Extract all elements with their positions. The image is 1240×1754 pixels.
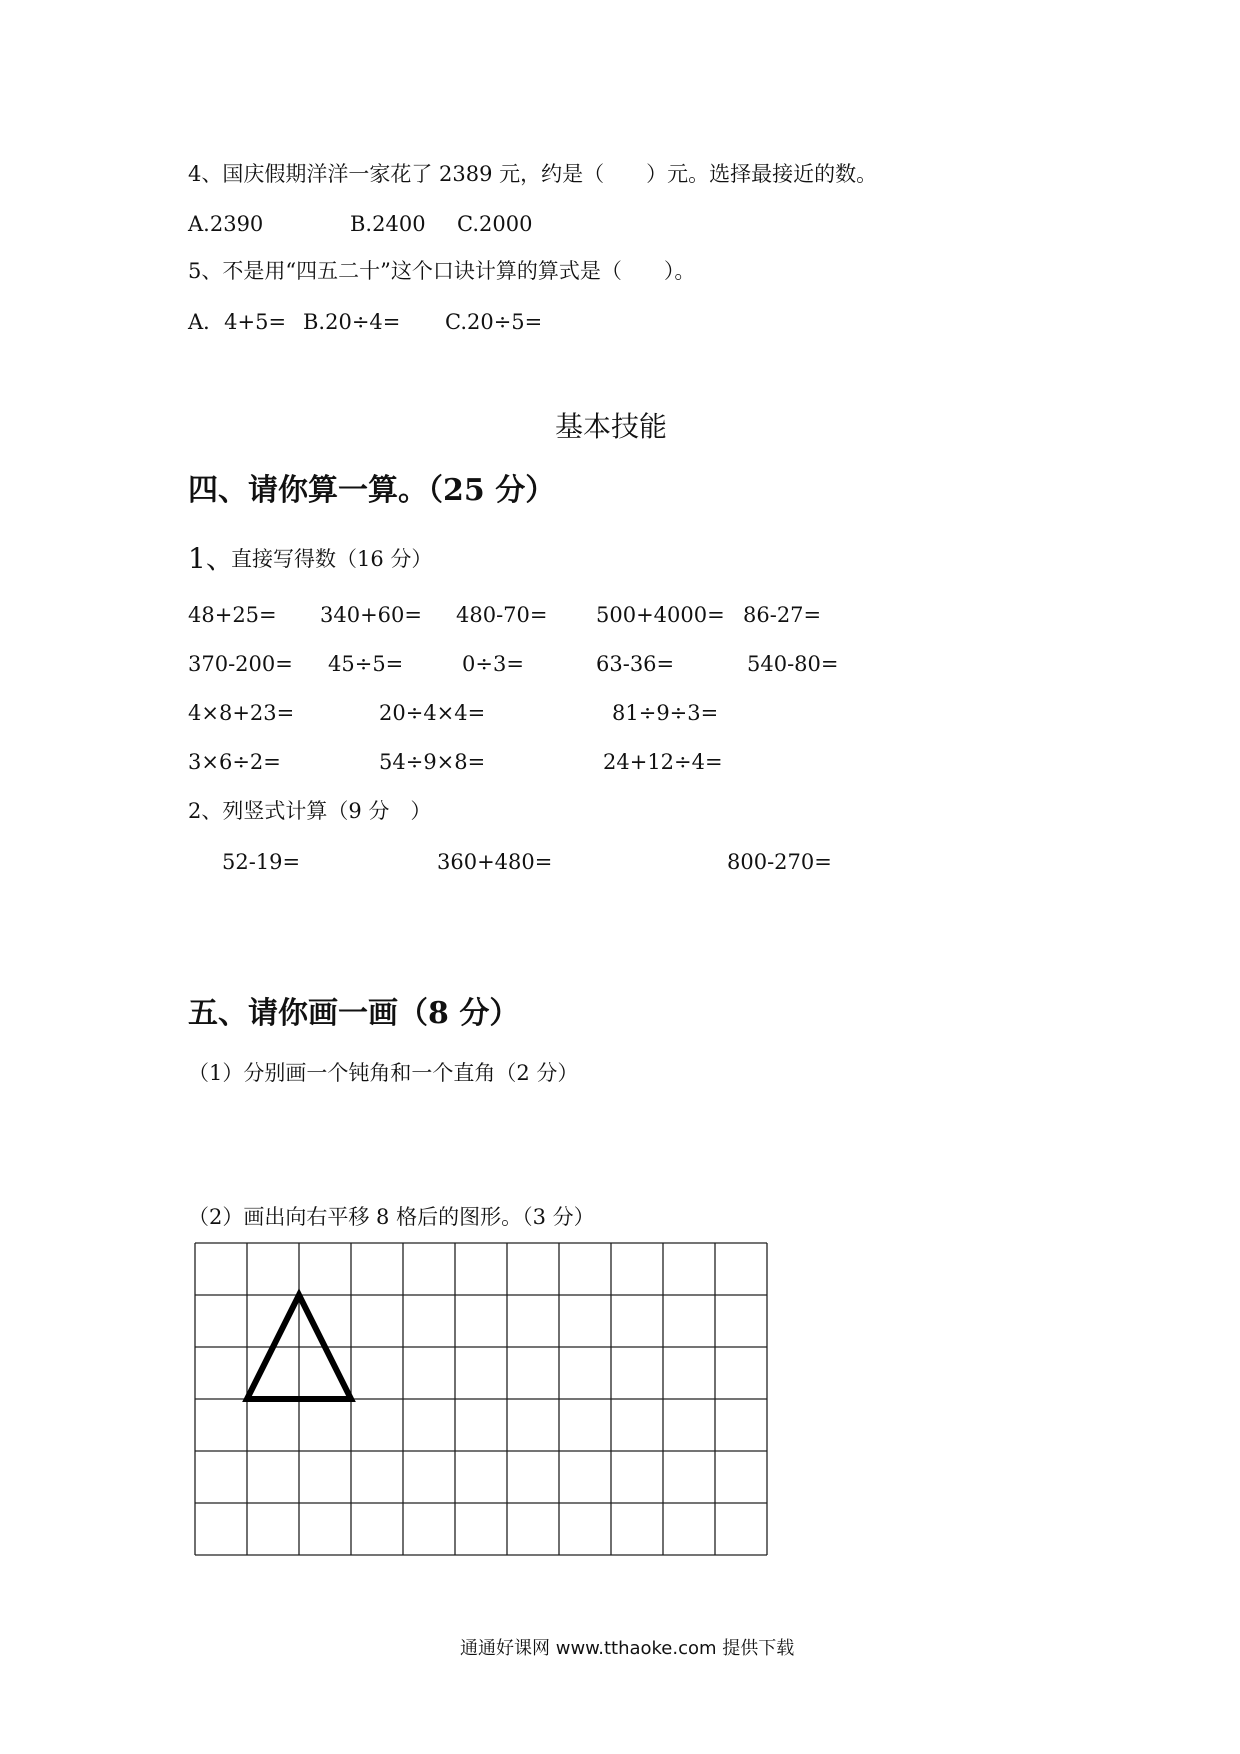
vertical-calc-item: 52-19= bbox=[222, 850, 301, 874]
section-5-heading: 五、请你画一画（8 分） bbox=[188, 996, 520, 1031]
calc-item: 24+12÷4= bbox=[603, 750, 723, 774]
q5-option-b: B.20÷4= bbox=[303, 310, 401, 334]
calc-item: 480-70= bbox=[456, 603, 548, 627]
calc-item: 48+25= bbox=[188, 603, 277, 627]
calc-item: 4×8+23= bbox=[188, 701, 295, 725]
draw-question-1: （1）分别画一个钝角和一个直角（2 分） bbox=[188, 1061, 579, 1085]
q4-option-b: B.2400 bbox=[350, 212, 426, 236]
calc-item: 3×6÷2= bbox=[188, 750, 281, 774]
calc-item: 540-80= bbox=[747, 652, 839, 676]
q4-option-c: C.2000 bbox=[457, 212, 533, 236]
part-1-number: 1、 bbox=[188, 542, 234, 575]
section-title: 基本技能 bbox=[555, 410, 668, 443]
footer-credit: 通通好课网 www.tthaoke.com 提供下载 bbox=[460, 1638, 795, 1659]
calc-item: 370-200= bbox=[188, 652, 293, 676]
calc-item: 81÷9÷3= bbox=[612, 701, 719, 725]
q5-option-a: A．4+5= bbox=[188, 310, 287, 334]
section-4-heading: 四、请你算一算。（25 分） bbox=[188, 473, 556, 508]
drawing-grid[interactable] bbox=[190, 1238, 770, 1558]
calc-item: 340+60= bbox=[320, 603, 422, 627]
calc-item: 500+4000= bbox=[596, 603, 725, 627]
calc-item: 45÷5= bbox=[328, 652, 404, 676]
q4-option-a: A.2390 bbox=[188, 212, 264, 236]
question-4: 4、国庆假期洋洋一家花了 2389 元，约是（ ）元。选择最接近的数。 bbox=[188, 162, 878, 186]
q5-option-c: C.20÷5= bbox=[445, 310, 543, 334]
vertical-calc-item: 800-270= bbox=[727, 850, 832, 874]
vertical-calc-item: 360+480= bbox=[437, 850, 553, 874]
part-2-title: 2、列竖式计算（9 分 ） bbox=[188, 799, 432, 823]
calc-item: 0÷3= bbox=[462, 652, 524, 676]
calc-item: 54÷9×8= bbox=[379, 750, 486, 774]
calc-item: 20÷4×4= bbox=[379, 701, 486, 725]
calc-item: 86-27= bbox=[743, 603, 822, 627]
calc-item: 63-36= bbox=[596, 652, 675, 676]
draw-question-2: （2）画出向右平移 8 格后的图形。（3 分） bbox=[188, 1205, 595, 1229]
question-5: 5、不是用“四五二十”这个口诀计算的算式是（ ）。 bbox=[188, 259, 696, 283]
part-1-title: 直接写得数（16 分） bbox=[231, 547, 433, 571]
